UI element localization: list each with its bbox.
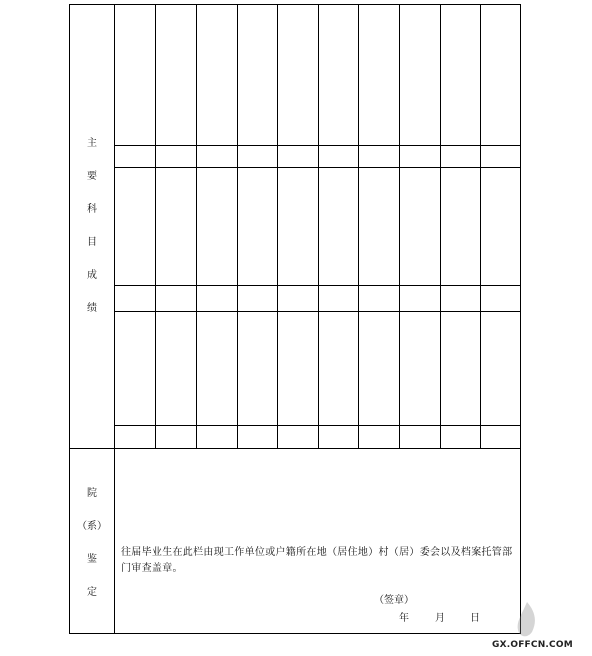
form-table [69, 4, 521, 634]
appraisal-label-char: 定 [87, 587, 97, 598]
date-month-label: 月 [435, 613, 445, 624]
section-divider [69, 448, 521, 449]
grid-column-line [440, 4, 441, 448]
scores-label-char: 成 [87, 270, 97, 281]
appraisal-section-label [70, 489, 114, 598]
watermark-logo [512, 600, 542, 640]
grid-column-line [480, 4, 481, 448]
grid-row-line [115, 311, 521, 312]
scores-label-char: 要 [87, 171, 97, 182]
label-column-divider [114, 4, 115, 634]
appraisal-label-char: （系） [77, 521, 107, 532]
grid-column-line [358, 4, 359, 448]
grid-row-line [115, 145, 521, 146]
appraisal-label-char: 鉴 [87, 554, 97, 565]
grid-column-line [237, 4, 238, 448]
grid-column-line [155, 4, 156, 448]
scores-label-char: 科 [87, 204, 97, 215]
grid-column-line [399, 4, 400, 448]
scores-label-char: 主 [87, 138, 97, 149]
appraisal-note: 往届毕业生在此栏由现工作单位或户籍所在地（居住地）村（居）委会以及档案托管部门审查盖章。 [121, 547, 513, 574]
grid-row-line [115, 167, 521, 168]
scores-label-char: 绩 [87, 303, 97, 314]
grid-column-line [196, 4, 197, 448]
appraisal-label-char: 院 [87, 488, 97, 499]
date-day-label: 日 [470, 613, 480, 624]
grid-row-line [115, 425, 521, 426]
watermark-text: GX.OFFCN.COM [492, 640, 573, 650]
scores-label-char: 目 [87, 237, 97, 248]
grid-column-line [318, 4, 319, 448]
date-year-label: 年 [399, 613, 409, 624]
grid-row-line [115, 285, 521, 286]
scores-section-label [70, 139, 114, 314]
stamp-label: （签章） [374, 595, 414, 606]
grid-column-line [277, 4, 278, 448]
